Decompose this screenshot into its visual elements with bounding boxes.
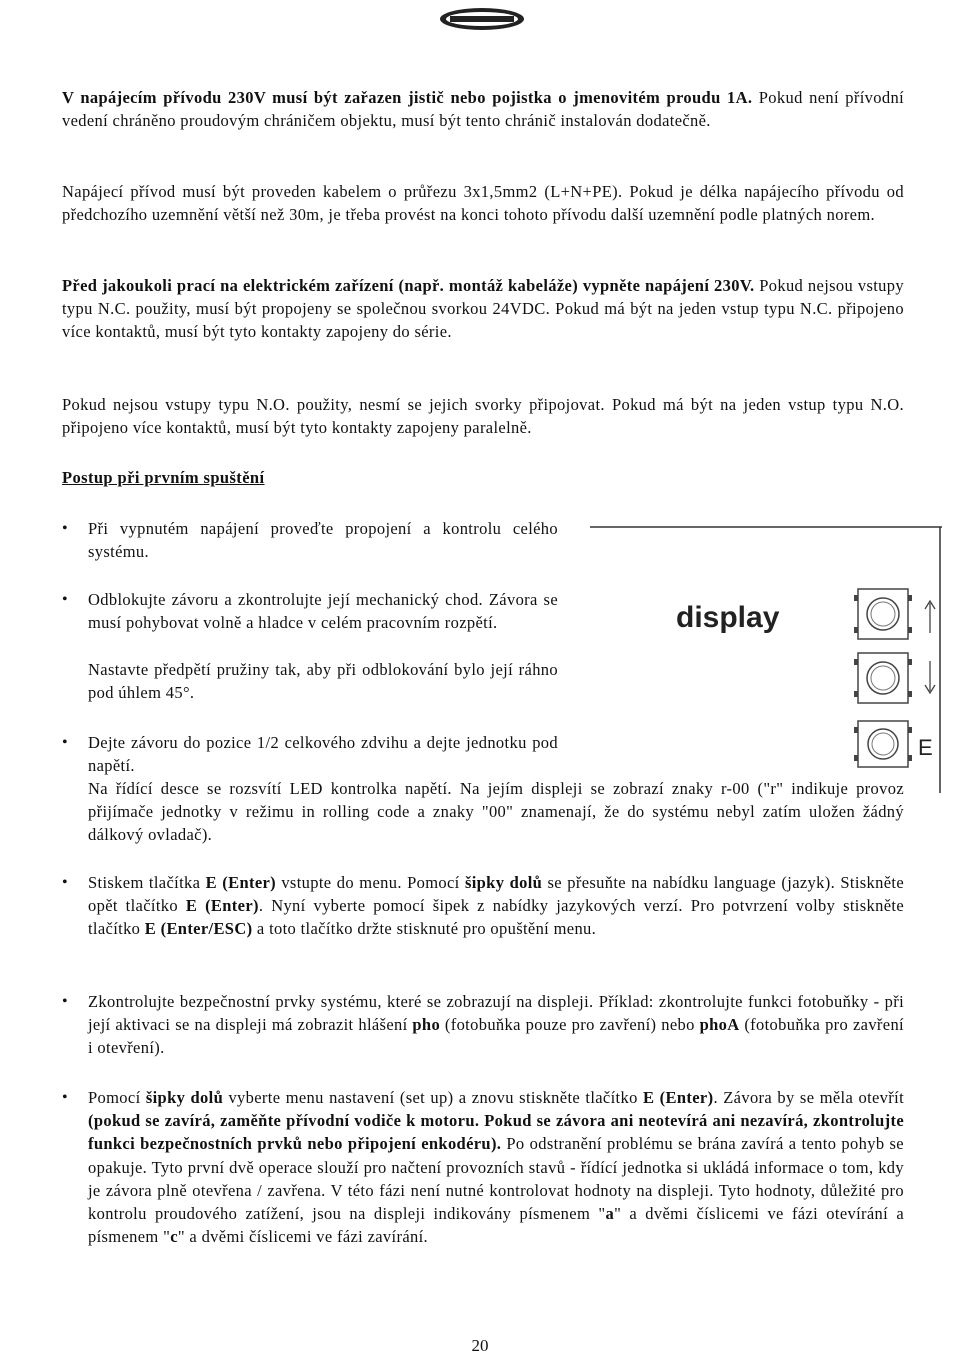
b4-t3: se přesuňte na nabídku language (jazyk). Stiskněte opět tlačítko xyxy=(88,873,905,916)
bullet-1-text: Při vypnutém napájení proveďte propojení a kontrolu celého systému. xyxy=(88,519,558,562)
b6-k5: c xyxy=(170,1227,178,1247)
intro-p1-rest: Pokud není přívodní vedení chráněno proudovým chráničem objektu, musí být tento chránič instalován dodatečně. xyxy=(62,88,905,131)
bullet-icon: • xyxy=(62,591,68,608)
b6-t4: Po odstranění problému se brána zavírá a tento pohyb se opakuje. Tyto první dvě operace slouží pro načtení provozních stavů - řídící jednotka si ukládá informace o tom, kdy je závora plně otevřena / zavřena. V této fázi není nutné kontrolovat hodnoty na displeji. Tyto hodnoty, důležité pro kontrolu proudového zatížení, jsou na displeji indikovány písmenem " xyxy=(88,1134,904,1224)
b4-k2: šipky dolů xyxy=(464,873,543,892)
b4-t1: Stiskem tlačítka xyxy=(88,873,206,892)
intro-paragraph-3 xyxy=(62,274,904,344)
intro-p3-rest: Pokud nejsou vstupy typu N.C. použity, musí být propojeny se společnou svorkou 24VDC. Pokud má být na jeden vstup typu N.C. připojeno více kontaktů, musí být tyto kontakty zapojeny do série. xyxy=(62,276,904,342)
b4-k4: E (Enter/ESC) xyxy=(144,919,253,939)
intro-paragraph-2: Napájecí přívod musí být proveden kabelem o průřezu 3x1,5mm2 (L+N+PE). Pokud je délka napájecího přívodu od předchozího uzemnění větší než 30m, je třeba provést na konci tohoto přívodu další uzemnění podle platných norem. xyxy=(62,182,904,225)
intro-p1-bold: V napájecím přívodu 230V musí být zařazen jistič nebo pojistka o jmenovitém proudu 1A. xyxy=(62,88,753,107)
b6-k3: (pokud se zavírá, zaměňte přívodní vodiče k motoru. Pokud se závora ani neotevírá ani nezavírá, zkontrolujte funkci bezpečnostních prvků nebo připojení enkodéru). xyxy=(88,1111,904,1154)
b6-t3: . Závora by se měla otevřít xyxy=(713,1088,904,1107)
b4-k3: E (Enter) xyxy=(185,896,259,916)
b5-t3: (fotobuňka pro zavření i otevření). xyxy=(88,1015,904,1058)
bullet-3-text: Dejte závoru do pozice 1/2 celkového zdvihu a dejte jednotku pod napětí. xyxy=(88,733,558,776)
down-button-icon xyxy=(854,653,912,703)
b4-t4: . Nyní vyberte pomocí šipek z nabídky jazykových verzí. Pro potvrzení volby stiskněte tlačítko xyxy=(88,896,904,939)
bullet-icon: • xyxy=(62,520,68,537)
intro-p3-bold: Před jakoukoli prací na elektrickém zařízení (např. montáž kabeláže) vypněte napájení 230V. xyxy=(62,276,755,295)
b6-t2: vyberte menu nastavení (set up) a znovu stiskněte tlačítko xyxy=(223,1088,643,1107)
b4-k1: E (Enter) xyxy=(205,873,277,892)
up-button-icon xyxy=(854,589,912,639)
b6-t6: " a dvěmi číslicemi ve fázi zavírání. xyxy=(177,1227,428,1247)
bullet-icon: • xyxy=(62,734,68,751)
intro-paragraph-4: Pokud nejsou vstupy typu N.O. použity, nesmí se jejich svorky připojovat. Pokud má být na jeden vstup typu N.O. připojeno více kontaktů, musí být tyto kontakty zapojeny paralelně. xyxy=(62,395,904,438)
bullet-icon: • xyxy=(62,1089,68,1106)
company-logo xyxy=(438,4,526,32)
bullet-2-text: Odblokujte závoru a zkontrolujte její mechanický chod. Závora se musí pohybovat volně a hladce v celém pracovním rozpětí. xyxy=(88,590,558,633)
down-arrow-icon xyxy=(925,661,935,693)
b5-t2: (fotobuňka pouze pro zavření) nebo xyxy=(440,1015,700,1035)
b4-t5: a toto tlačítko držte stisknuté pro opuštění menu. xyxy=(252,919,597,939)
bullet-2-extra: Nastavte předpětí pružiny tak, aby při odblokování bylo její ráhno pod úhlem 45°. xyxy=(88,660,558,703)
enter-button-icon xyxy=(854,721,912,767)
b6-t1: Pomocí xyxy=(88,1088,146,1107)
b6-k2: E (Enter) xyxy=(643,1088,714,1107)
bullet-icon: • xyxy=(62,993,68,1010)
b6-t5: " a dvěmi číslicemi ve fázi otevírání a písmenem " xyxy=(88,1204,904,1247)
b5-t1: Zkontrolujte bezpečnostní prvky systému, které se zobrazují na displeji. Příklad: zkontrolujte funkci fotobuňky - při její aktivaci se na displeji má zobrazit hlášení xyxy=(88,992,904,1035)
display-label: display xyxy=(676,601,780,634)
section-heading: Postup při prvním spuštění xyxy=(62,468,265,487)
control-panel-diagram xyxy=(590,525,942,793)
bullet-6-text xyxy=(88,1086,904,1248)
bullet-4-text xyxy=(88,871,904,941)
bullet-3-extra: Na řídící desce se rozsvítí LED kontrolka napětí. Na jejím displeji se zobrazí znaky r-00 ("r" indikuje provoz přijímače jednotky v režimu in rolling code a znaky "00" znamenají, že do systému nebyl zatím uložen žádný dálkový ovladač). xyxy=(88,779,904,845)
b5-k1: pho xyxy=(412,1015,441,1035)
b4-t2: vstupte do menu. Pomocí xyxy=(276,873,465,892)
b6-k4: a xyxy=(605,1204,615,1224)
b5-k2: phoA xyxy=(699,1015,740,1035)
intro-paragraph-1 xyxy=(62,86,904,132)
up-arrow-icon xyxy=(925,601,935,633)
b6-k1: šipky dolů xyxy=(145,1088,224,1107)
page-number: 20 xyxy=(471,1336,489,1355)
enter-label: E xyxy=(918,735,933,760)
bullet-icon: • xyxy=(62,874,68,891)
bullet-5-text xyxy=(88,990,904,1060)
